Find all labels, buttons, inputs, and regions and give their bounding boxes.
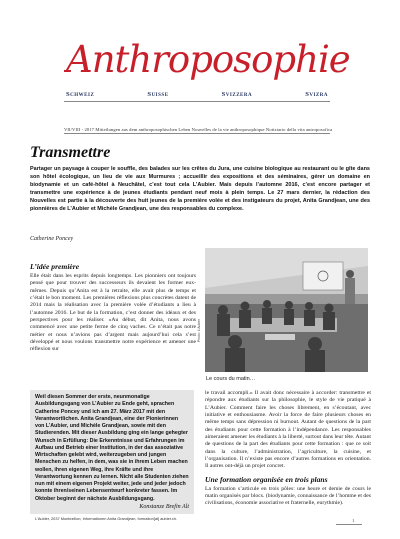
photo-credit: Photo: L’Aubier: [197, 319, 201, 342]
photo-caption: Le cours du matin…: [206, 376, 256, 382]
masthead-logo: [64, 40, 364, 82]
summary-signature: Konstanze Brefin Alt: [139, 503, 189, 510]
logo-text: Anthroposophie: [66, 40, 350, 81]
logo-svg: [64, 40, 364, 82]
summary-footnote: L’Aubier, 2037 Montezillon; Informationen Anita Grandjean, formation[at] aubier.ch.: [35, 516, 178, 521]
section-heading-idee: L’idée première: [30, 262, 80, 271]
german-summary-text: Weil diesen Sommer der erste, neunmonatige Ausbildungsgang von L’Aubier zu Ende geht, sprachen Catherine Poncey und ich am 27. März 2017 mit den Verantwortlichen. Anita Grandjean, eine der Pionierinnen von L’Aubier, und Michèle Grandjean, sowie mit den Studierenden. Mit dieser Ausbildung ging ein lange gehegter Wunsch in Erfüllung: Die Erkenntnisse und Erfahrungen im Aufbau und Betrieb einer Institution, in der das assoziative Wirtschaften gelebt wird, weiterzugeben und jungen Menschen zu helfen, in dem, was sie in ihrem Leben machen wollen, ihren eigenen Weg, ihre Kräfte und ihre Verantwortung kennen zu lernen. Nicht alle Studenten ziehen nun mit einem eigenen Projekt weiter, jede und jeder jedoch konnte ihren/seinen Lebensentwurf konkreter fassen. Im Oktober beginnt der nächste Ausbildungsgang.: [35, 394, 189, 502]
german-summary-box: [30, 390, 194, 521]
section-text-idee: Elle était dans les esprits depuis longtemps. Les pionniers ont toujours pensé que pour trouver des successeurs ils devaient les former eux-mêmes. Depuis qu’Anita est à la retraite, elle avait plus de temps et c’était le bon moment. Les premières réflexions plus concrètes datent de 2014 mais la réalisation avec la première volée d’étudiants a lieu à l’automne 2016. Le but de la formation, c’est donner des idéaux et des perspectives pour les réaliser. «Au début, dit Anita, nous avons commencé avec une petite ferme de cinq vaches. Ce n’était pas notre métier et nous n’avions pas d’argent mais aujourd’hui cela s’est développé et nous voulons transmettre notre expérience et amener une réflexion sur: [30, 273, 196, 353]
article-column-right: [205, 390, 371, 508]
article-author: Catherine Poncey: [30, 236, 74, 242]
page-number-rule: [336, 524, 362, 525]
issue-divider: [64, 133, 330, 134]
masthead-divider: [64, 101, 330, 102]
column-right-text: le travail accompli.» Il avait donc nécessaire à accorder: transmettre et répondre aux étudiants sur la philosophie, le style de vie pratiqué à L’Aubier. Comment faire les choses librement, en s’écoutant, avec initiative et enthousiasme. Avoir la force de faire plusieurs choses en même temps sans dépression ni burnout. Autant de questions de la part des étudiants pour cette formation à l’indépendance. Les responsables aimeraient amener les étudiants à la liberté, surtout dans leur tête. Autant de questions de la part des étudiants pour cette formation : que ce soit dans la culture, l’administration, l’agriculture, la cuisine, et l’organisation. Il n’existe pas encore d’autres formations en orientation. Il autres ont-déjà un projet concret.: [205, 390, 371, 470]
article-lead: Partager un paysage à couper le souffle, des balades sur les crêtes du Jura, une cuisine biologique au restaurant ou le gîte dans son hôtel écologique, un lieu de vie aux Murmures ; accueillir des expositions et des séminaires, gérer un domaine en biodynamie et un café-hôtel à Neuchâtel, c’est tout cela L’Aubier. Mais depuis l’automne 2016, c’est encore partager et transmettre une expérience à de jeunes étudiants pendant neuf mois à plein temps. Le 27 mars dernier, la rédaction des Nouvelles est partie à la découverte des huit jeunes de la première volée et des instigateurs du projet, Anita Grandjean, une des pionnières de L’Aubier et Michèle Grandjean, une des responsables du complexe.: [30, 166, 370, 213]
section-text-formation: La formation s’articule en trois pôles: une heure et demie de cours le matin organisés par blocs. (biodynamie, connaissance de l’homme et des civilisations, économie associative et fraternelle, eurythmie).: [205, 485, 371, 507]
article-title: Transmettre: [30, 144, 111, 161]
country-suisse: Suisse: [147, 91, 169, 98]
country-names: [66, 91, 328, 98]
page-number: 1: [352, 518, 355, 523]
country-svizra: Svizra: [305, 91, 328, 98]
article-column-left: [30, 262, 196, 354]
country-schweiz: Schweiz: [66, 91, 95, 98]
classroom-photo-image: [205, 248, 368, 372]
classroom-photo: [205, 248, 368, 372]
country-svizzera: Svizzera: [221, 91, 253, 98]
issue-line: VII/VIII - 2017 Mitteilungen aus dem anthroposophischen Leben Nouvelles de la vie anthroposophique Notiziario della vita antroposofica: [64, 127, 333, 132]
section-heading-formation: Une formation organisée en trois plans: [205, 474, 328, 484]
